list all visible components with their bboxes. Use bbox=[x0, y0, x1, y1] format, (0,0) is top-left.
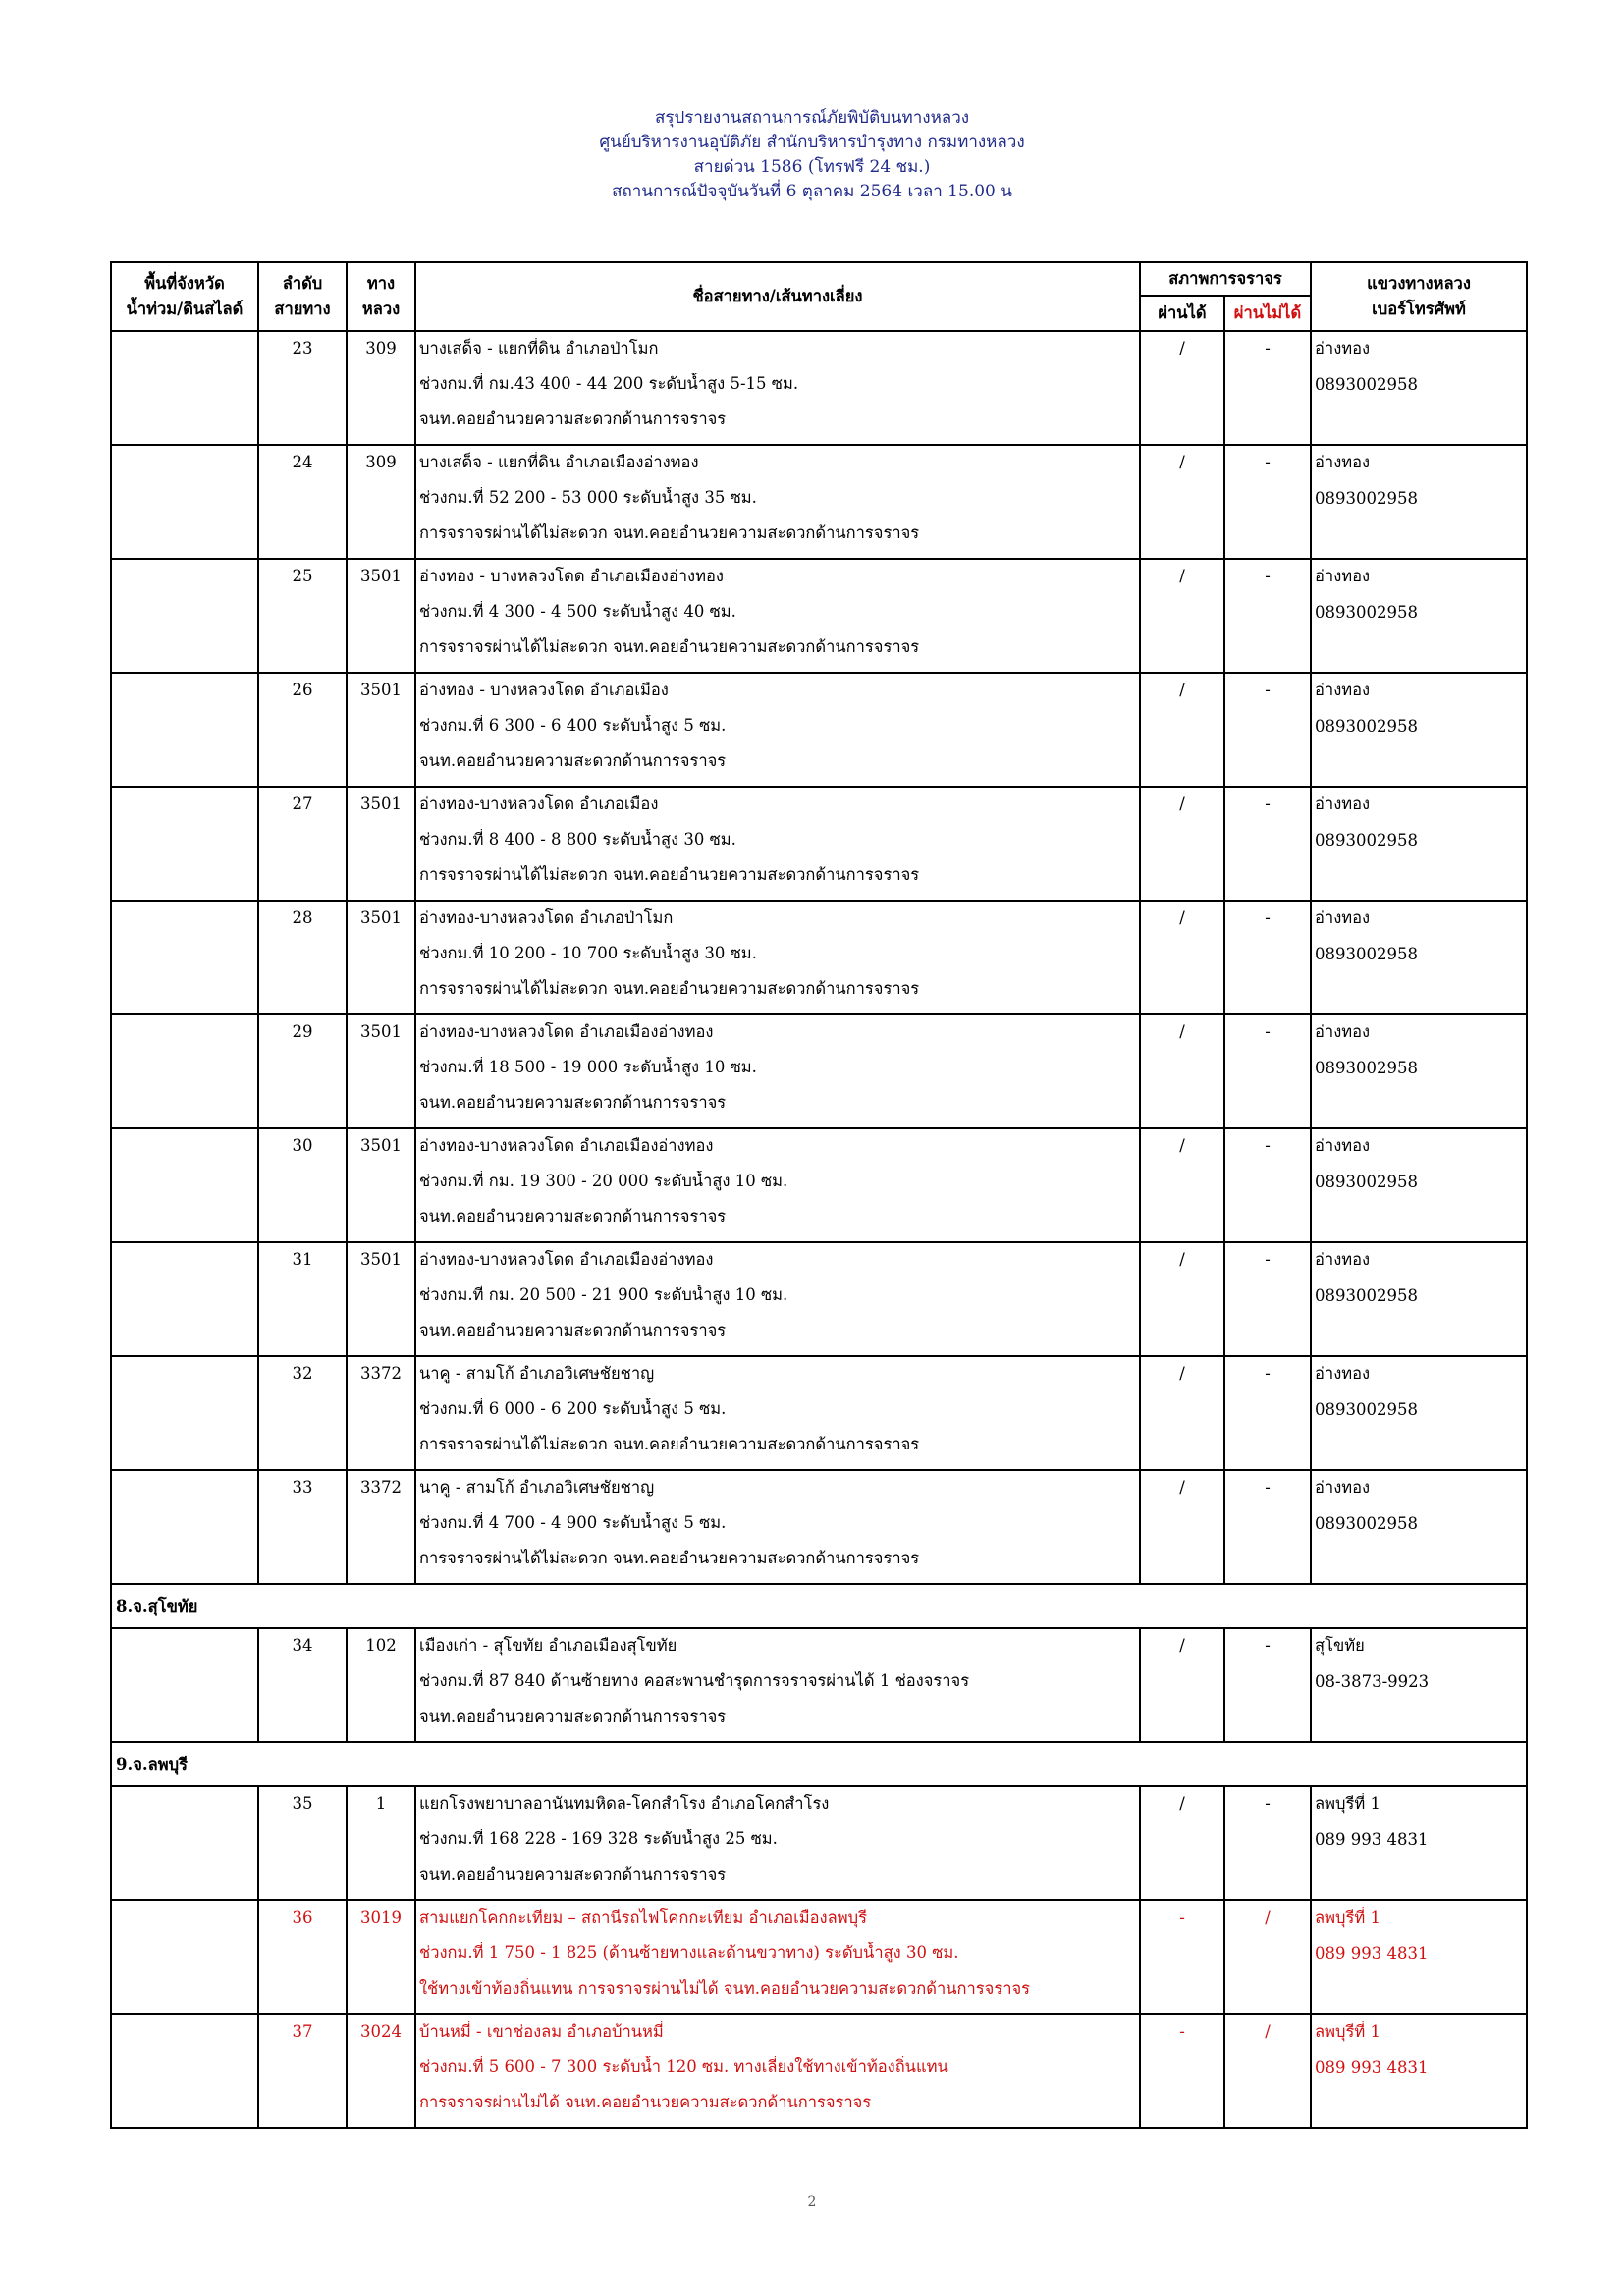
cell-text: - bbox=[1265, 1136, 1271, 1155]
cell-text: / bbox=[1179, 1636, 1185, 1655]
cell-text: 23 bbox=[292, 339, 313, 357]
cell-pass bbox=[1140, 1014, 1224, 1128]
cell-route bbox=[415, 901, 1140, 1014]
cell-pass bbox=[1140, 445, 1224, 559]
cell-text: ช่วงกม.ที่ 18 500 - 19 000 ระดับน้ำสูง 10 ซม. bbox=[419, 1058, 757, 1076]
cell-text: อ่างทอง - บางหลวงโดด อำเภอเมืองอ่างทอง bbox=[419, 567, 724, 585]
cell-text: - bbox=[1265, 567, 1271, 585]
cell-text: ช่วงกม.ที่ 5 600 - 7 300 ระดับน้ำ 120 ซม. ทางเลี่ยงใช้ทางเข้าท้องถิ่นแทน bbox=[419, 2057, 948, 2076]
cell-text: 31 bbox=[292, 1250, 313, 1269]
cell-seq bbox=[258, 331, 347, 445]
report-header bbox=[0, 106, 1624, 204]
cell-road bbox=[347, 1128, 415, 1242]
cell-text: 36 bbox=[292, 1908, 313, 1927]
cell-seq bbox=[258, 901, 347, 1014]
cell-area bbox=[111, 1628, 258, 1742]
cell-nopass bbox=[1224, 1242, 1311, 1356]
table-row bbox=[111, 445, 1527, 559]
cell-text: 102 bbox=[365, 1636, 397, 1655]
cell-route bbox=[415, 1900, 1140, 2014]
cell-text: 24 bbox=[292, 453, 313, 471]
cell-text: / bbox=[1179, 1136, 1185, 1155]
cell-text: - bbox=[1265, 1478, 1271, 1497]
cell-text: สุโขทัย bbox=[1315, 1636, 1365, 1655]
cell-seq bbox=[258, 559, 347, 673]
province-label: 9.จ.ลพบุรี bbox=[111, 1742, 1527, 1786]
cell-office bbox=[1311, 445, 1527, 559]
cell-text: ช่วงกม.ที่ กม. 19 300 - 20 000 ระดับน้ำสูง 10 ซม. bbox=[419, 1172, 788, 1190]
cell-text: จนท.คอยอำนวยความสะดวกด้านการจราจร bbox=[419, 1207, 727, 1226]
cell-area bbox=[111, 559, 258, 673]
cell-area bbox=[111, 673, 258, 787]
cell-text: จนท.คอยอำนวยความสะดวกด้านการจราจร bbox=[419, 1321, 727, 1339]
cell-text: - bbox=[1265, 1794, 1271, 1813]
cell-text: ช่วงกม.ที่ 4 700 - 4 900 ระดับน้ำสูง 5 ซม. bbox=[419, 1513, 727, 1532]
cell-text: ช่วงกม.ที่ กม.43 400 - 44 200 ระดับน้ำสูง 5-15 ซม. bbox=[419, 374, 799, 393]
cell-office bbox=[1311, 901, 1527, 1014]
cell-text: / bbox=[1179, 453, 1185, 471]
table-row bbox=[111, 1128, 1527, 1242]
header-hotline: สายด่วน 1586 (โทรฟรี 24 ชม.) bbox=[693, 157, 931, 177]
cell-office bbox=[1311, 1900, 1527, 2014]
table-row bbox=[111, 787, 1527, 901]
cell-road bbox=[347, 2014, 415, 2128]
cell-seq bbox=[258, 1786, 347, 1900]
cell-text: 0893002958 bbox=[1315, 831, 1418, 849]
cell-nopass bbox=[1224, 1356, 1311, 1470]
cell-text: 32 bbox=[292, 1364, 313, 1383]
cell-area bbox=[111, 787, 258, 901]
cell-area bbox=[111, 1014, 258, 1128]
cell-text: ช่วงกม.ที่ 6 000 - 6 200 ระดับน้ำสูง 5 ซม. bbox=[419, 1399, 727, 1418]
cell-seq bbox=[258, 787, 347, 901]
cell-text: 0893002958 bbox=[1315, 1059, 1418, 1077]
header-title: สรุปรายงานสถานการณ์ภัยพิบัติบนทางหลวง bbox=[654, 108, 970, 128]
cell-nopass bbox=[1224, 787, 1311, 901]
cell-office bbox=[1311, 1628, 1527, 1742]
cell-office bbox=[1311, 1014, 1527, 1128]
cell-text: - bbox=[1265, 1022, 1271, 1041]
cell-road bbox=[347, 1786, 415, 1900]
province-row bbox=[111, 1742, 1527, 1786]
cell-route bbox=[415, 673, 1140, 787]
cell-text: 0893002958 bbox=[1315, 1400, 1418, 1419]
cell-text: 0893002958 bbox=[1315, 1286, 1418, 1305]
cell-text: - bbox=[1179, 2022, 1185, 2041]
cell-pass bbox=[1140, 1470, 1224, 1584]
cell-pass bbox=[1140, 1356, 1224, 1470]
cell-text: 089 993 4831 bbox=[1315, 1944, 1429, 1963]
cell-text: ช่วงกม.ที่ 1 750 - 1 825 (ด้านซ้ายทางและด้านขวาทาง) ระดับน้ำสูง 30 ซม. bbox=[419, 1943, 959, 1962]
cell-area bbox=[111, 1242, 258, 1356]
cell-nopass bbox=[1224, 1128, 1311, 1242]
cell-text: 309 bbox=[365, 453, 397, 471]
cell-text: 0893002958 bbox=[1315, 489, 1418, 508]
col-nopass: ผ่านไม่ได้ bbox=[1224, 296, 1311, 331]
province-label: 8.จ.สุโขทัย bbox=[111, 1584, 1527, 1628]
cell-text: / bbox=[1179, 1250, 1185, 1269]
cell-text: อ่างทอง bbox=[1315, 1022, 1371, 1041]
cell-text: การจราจรผ่านไม่ได้ จนท.คอยอำนวยความสะดวกด้านการจราจร bbox=[419, 2093, 872, 2111]
cell-seq bbox=[258, 673, 347, 787]
cell-seq bbox=[258, 1356, 347, 1470]
cell-road bbox=[347, 331, 415, 445]
cell-text: - bbox=[1179, 1908, 1185, 1927]
cell-office bbox=[1311, 1242, 1527, 1356]
cell-text: อ่างทอง-บางหลวงโดด อำเภอเมืองอ่างทอง bbox=[419, 1136, 714, 1155]
page-number: 2 bbox=[807, 2194, 817, 2210]
cell-road bbox=[347, 901, 415, 1014]
cell-road bbox=[347, 1900, 415, 2014]
cell-route bbox=[415, 2014, 1140, 2128]
cell-text: 28 bbox=[292, 908, 313, 927]
cell-nopass bbox=[1224, 331, 1311, 445]
cell-pass bbox=[1140, 1128, 1224, 1242]
cell-nopass bbox=[1224, 673, 1311, 787]
cell-text: 0893002958 bbox=[1315, 1173, 1418, 1191]
cell-text: 3372 bbox=[360, 1478, 402, 1497]
cell-text: จนท.คอยอำนวยความสะดวกด้านการจราจร bbox=[419, 1707, 727, 1725]
cell-text: - bbox=[1265, 453, 1271, 471]
cell-text: สามแยกโคกกะเทียม – สถานีรถไฟโคกกะเทียม อำเภอเมืองลพบุรี bbox=[419, 1908, 867, 1927]
table-row bbox=[111, 1786, 1527, 1900]
cell-route bbox=[415, 1242, 1140, 1356]
cell-area bbox=[111, 1900, 258, 2014]
cell-text: อ่างทอง - บางหลวงโดด อำเภอเมือง bbox=[419, 681, 669, 699]
cell-text: / bbox=[1179, 1478, 1185, 1497]
cell-text: อ่างทอง bbox=[1315, 567, 1371, 585]
col-area: พื้นที่จังหวัด น้ำท่วม/ดินสไลด์ bbox=[111, 262, 258, 331]
cell-text: การจราจรผ่านได้ไม่สะดวก จนท.คอยอำนวยความสะดวกด้านการจราจร bbox=[419, 1549, 920, 1567]
cell-text: - bbox=[1265, 681, 1271, 699]
cell-text: บ้านหมี่ - เขาช่องลม อำเภอบ้านหมี่ bbox=[419, 2022, 664, 2041]
cell-pass bbox=[1140, 2014, 1224, 2128]
cell-pass bbox=[1140, 1786, 1224, 1900]
cell-text: อ่างทอง bbox=[1315, 453, 1371, 471]
cell-pass bbox=[1140, 1242, 1224, 1356]
cell-text: 3501 bbox=[360, 567, 402, 585]
cell-office bbox=[1311, 1128, 1527, 1242]
cell-text: จนท.คอยอำนวยความสะดวกด้านการจราจร bbox=[419, 1093, 727, 1112]
header-agency: ศูนย์บริหารงานอุบัติภัย สำนักบริหารบำรุงทาง กรมทางหลวง bbox=[599, 133, 1025, 152]
cell-text: อ่างทอง bbox=[1315, 1478, 1371, 1497]
cell-area bbox=[111, 1786, 258, 1900]
cell-text: อ่างทอง bbox=[1315, 1364, 1371, 1383]
cell-text: 089 993 4831 bbox=[1315, 2058, 1429, 2077]
cell-road bbox=[347, 673, 415, 787]
cell-area bbox=[111, 445, 258, 559]
cell-route bbox=[415, 1014, 1140, 1128]
cell-text: นาคู - สามโก้ อำเภอวิเศษชัยชาญ bbox=[419, 1364, 655, 1383]
cell-area bbox=[111, 331, 258, 445]
cell-text: ช่วงกม.ที่ 87 840 ด้านซ้ายทาง คอสะพานชำรุดการจราจรผ่านได้ 1 ช่องจราจร bbox=[419, 1671, 970, 1690]
cell-text: 0893002958 bbox=[1315, 375, 1418, 394]
cell-text: 37 bbox=[292, 2022, 313, 2041]
cell-text: เมืองเก่า - สุโขทัย อำเภอเมืองสุโขทัย bbox=[419, 1636, 677, 1655]
cell-text: ช่วงกม.ที่ 6 300 - 6 400 ระดับน้ำสูง 5 ซม. bbox=[419, 716, 727, 735]
cell-text: อ่างทอง bbox=[1315, 1250, 1371, 1269]
cell-seq bbox=[258, 1470, 347, 1584]
cell-text: อ่างทอง bbox=[1315, 908, 1371, 927]
cell-text: ช่วงกม.ที่ 168 228 - 169 328 ระดับน้ำสูง 25 ซม. bbox=[419, 1830, 778, 1848]
cell-text: ช่วงกม.ที่ 4 300 - 4 500 ระดับน้ำสูง 40 ซม. bbox=[419, 602, 736, 621]
cell-text: / bbox=[1265, 1908, 1271, 1927]
cell-pass bbox=[1140, 901, 1224, 1014]
cell-text: 0893002958 bbox=[1315, 603, 1418, 622]
cell-text: อ่างทอง bbox=[1315, 1136, 1371, 1155]
cell-pass bbox=[1140, 559, 1224, 673]
cell-seq bbox=[258, 1128, 347, 1242]
cell-text: การจราจรผ่านได้ไม่สะดวก จนท.คอยอำนวยความสะดวกด้านการจราจร bbox=[419, 979, 920, 998]
table-row bbox=[111, 1628, 1527, 1742]
cell-text: 25 bbox=[292, 567, 313, 585]
cell-text: / bbox=[1179, 1364, 1185, 1383]
cell-text: ช่วงกม.ที่ 8 400 - 8 800 ระดับน้ำสูง 30 ซม. bbox=[419, 830, 736, 848]
cell-area bbox=[111, 901, 258, 1014]
cell-text: การจราจรผ่านได้ไม่สะดวก จนท.คอยอำนวยความสะดวกด้านการจราจร bbox=[419, 637, 920, 656]
col-office: แขวงทางหลวง เบอร์โทรศัพท์ bbox=[1311, 262, 1527, 331]
cell-text: 3501 bbox=[360, 1250, 402, 1269]
cell-route bbox=[415, 1356, 1140, 1470]
road-status-table bbox=[110, 261, 1528, 2129]
cell-pass bbox=[1140, 787, 1224, 901]
cell-seq bbox=[258, 1628, 347, 1742]
cell-road bbox=[347, 1356, 415, 1470]
cell-seq bbox=[258, 1014, 347, 1128]
table-row bbox=[111, 1356, 1527, 1470]
cell-text: 29 bbox=[292, 1022, 313, 1041]
cell-text: ช่วงกม.ที่ กม. 20 500 - 21 900 ระดับน้ำสูง 10 ซม. bbox=[419, 1285, 788, 1304]
cell-pass bbox=[1140, 1628, 1224, 1742]
cell-text: / bbox=[1179, 1022, 1185, 1041]
cell-text: การจราจรผ่านได้ไม่สะดวก จนท.คอยอำนวยความสะดวกด้านการจราจร bbox=[419, 523, 920, 542]
cell-road bbox=[347, 1470, 415, 1584]
cell-road bbox=[347, 559, 415, 673]
cell-office bbox=[1311, 331, 1527, 445]
cell-text: 3501 bbox=[360, 1136, 402, 1155]
cell-pass bbox=[1140, 1900, 1224, 2014]
cell-route bbox=[415, 1786, 1140, 1900]
cell-text: บางเสด็จ - แยกที่ดิน อำเภอป่าโมก bbox=[419, 339, 659, 357]
cell-text: 30 bbox=[292, 1136, 313, 1155]
cell-nopass bbox=[1224, 901, 1311, 1014]
cell-text: จนท.คอยอำนวยความสะดวกด้านการจราจร bbox=[419, 410, 727, 428]
cell-text: 3372 bbox=[360, 1364, 402, 1383]
cell-text: อ่างทอง-บางหลวงโดด อำเภอเมือง bbox=[419, 794, 659, 813]
cell-text: - bbox=[1265, 908, 1271, 927]
cell-area bbox=[111, 2014, 258, 2128]
cell-text: 1 bbox=[375, 1794, 387, 1813]
cell-area bbox=[111, 1128, 258, 1242]
col-name: ชื่อสายทาง/เส้นทางเลี่ยง bbox=[415, 262, 1140, 331]
cell-text: 3501 bbox=[360, 1022, 402, 1041]
cell-text: / bbox=[1179, 1794, 1185, 1813]
table-row bbox=[111, 331, 1527, 445]
cell-text: 35 bbox=[292, 1794, 313, 1813]
province-row bbox=[111, 1584, 1527, 1628]
cell-office bbox=[1311, 1470, 1527, 1584]
table-row bbox=[111, 2014, 1527, 2128]
cell-text: - bbox=[1265, 1250, 1271, 1269]
cell-nopass bbox=[1224, 1900, 1311, 2014]
cell-text: ใช้ทางเข้าท้องถิ่นแทน การจราจรผ่านไม่ได้ จนท.คอยอำนวยความสะดวกด้านการจราจร bbox=[419, 1979, 1030, 1997]
cell-route bbox=[415, 559, 1140, 673]
cell-road bbox=[347, 1014, 415, 1128]
cell-text: 089 993 4831 bbox=[1315, 1831, 1429, 1849]
table-row bbox=[111, 559, 1527, 673]
col-status: สภาพการจราจร bbox=[1140, 262, 1311, 296]
cell-text: - bbox=[1265, 1364, 1271, 1383]
cell-road bbox=[347, 787, 415, 901]
table-row bbox=[111, 901, 1527, 1014]
cell-text: 3024 bbox=[360, 2022, 402, 2041]
cell-text: อ่างทอง bbox=[1315, 339, 1371, 357]
cell-nopass bbox=[1224, 1014, 1311, 1128]
cell-text: อ่างทอง-บางหลวงโดด อำเภอเมืองอ่างทอง bbox=[419, 1022, 714, 1041]
cell-office bbox=[1311, 673, 1527, 787]
cell-nopass bbox=[1224, 2014, 1311, 2128]
cell-text: 3501 bbox=[360, 794, 402, 813]
header-date: สถานการณ์ปัจจุบันวันที่ 6 ตุลาคม 2564 เวลา 15.00 น bbox=[612, 182, 1012, 201]
cell-text: ลพบุรีที่ 1 bbox=[1315, 1908, 1380, 1927]
cell-text: นาคู - สามโก้ อำเภอวิเศษชัยชาญ bbox=[419, 1478, 655, 1497]
cell-text: บางเสด็จ - แยกที่ดิน อำเภอเมืองอ่างทอง bbox=[419, 453, 699, 471]
cell-route bbox=[415, 445, 1140, 559]
cell-area bbox=[111, 1356, 258, 1470]
cell-pass bbox=[1140, 331, 1224, 445]
cell-text: - bbox=[1265, 1636, 1271, 1655]
cell-text: ช่วงกม.ที่ 10 200 - 10 700 ระดับน้ำสูง 30 ซม. bbox=[419, 944, 757, 962]
cell-office bbox=[1311, 2014, 1527, 2128]
cell-text: อ่างทอง bbox=[1315, 681, 1371, 699]
cell-text: 3501 bbox=[360, 908, 402, 927]
cell-text: 0893002958 bbox=[1315, 1514, 1418, 1533]
cell-text: / bbox=[1179, 908, 1185, 927]
cell-text: จนท.คอยอำนวยความสะดวกด้านการจราจร bbox=[419, 1865, 727, 1884]
cell-nopass bbox=[1224, 1628, 1311, 1742]
cell-nopass bbox=[1224, 445, 1311, 559]
cell-text: การจราจรผ่านได้ไม่สะดวก จนท.คอยอำนวยความสะดวกด้านการจราจร bbox=[419, 865, 920, 884]
cell-text: 3501 bbox=[360, 681, 402, 699]
cell-text: 08-3873-9923 bbox=[1315, 1672, 1430, 1691]
cell-seq bbox=[258, 1242, 347, 1356]
table-row bbox=[111, 1900, 1527, 2014]
cell-nopass bbox=[1224, 1786, 1311, 1900]
table-row bbox=[111, 1470, 1527, 1584]
cell-route bbox=[415, 787, 1140, 901]
cell-text: / bbox=[1265, 2022, 1271, 2041]
table-row bbox=[111, 673, 1527, 787]
cell-road bbox=[347, 1628, 415, 1742]
cell-text: 3019 bbox=[360, 1908, 402, 1927]
cell-text: / bbox=[1179, 567, 1185, 585]
cell-office bbox=[1311, 1356, 1527, 1470]
cell-road bbox=[347, 1242, 415, 1356]
cell-text: การจราจรผ่านได้ไม่สะดวก จนท.คอยอำนวยความสะดวกด้านการจราจร bbox=[419, 1435, 920, 1453]
cell-office bbox=[1311, 787, 1527, 901]
cell-text: ช่วงกม.ที่ 52 200 - 53 000 ระดับน้ำสูง 35 ซม. bbox=[419, 488, 757, 507]
cell-text: 0893002958 bbox=[1315, 945, 1418, 963]
cell-text: 33 bbox=[292, 1478, 313, 1497]
cell-route bbox=[415, 1470, 1140, 1584]
col-road: ทาง หลวง bbox=[347, 262, 415, 331]
cell-text: จนท.คอยอำนวยความสะดวกด้านการจราจร bbox=[419, 751, 727, 770]
cell-text: อ่างทอง-บางหลวงโดด อำเภอเมืองอ่างทอง bbox=[419, 1250, 714, 1269]
cell-area bbox=[111, 1470, 258, 1584]
cell-text: 309 bbox=[365, 339, 397, 357]
cell-text: ลพบุรีที่ 1 bbox=[1315, 1794, 1380, 1813]
col-seq: ลำดับ สายทาง bbox=[258, 262, 347, 331]
cell-text: 27 bbox=[292, 794, 313, 813]
cell-seq bbox=[258, 2014, 347, 2128]
cell-text: - bbox=[1265, 339, 1271, 357]
cell-route bbox=[415, 1628, 1140, 1742]
cell-route bbox=[415, 331, 1140, 445]
cell-nopass bbox=[1224, 1470, 1311, 1584]
cell-text: / bbox=[1179, 794, 1185, 813]
cell-office bbox=[1311, 1786, 1527, 1900]
cell-text: 0893002958 bbox=[1315, 717, 1418, 736]
cell-text: / bbox=[1179, 339, 1185, 357]
cell-text: 34 bbox=[292, 1636, 313, 1655]
col-pass: ผ่านได้ bbox=[1140, 296, 1224, 331]
cell-text: / bbox=[1179, 681, 1185, 699]
cell-road bbox=[347, 445, 415, 559]
cell-pass bbox=[1140, 673, 1224, 787]
table-row bbox=[111, 1242, 1527, 1356]
cell-text: อ่างทอง bbox=[1315, 794, 1371, 813]
cell-text: ลพบุรีที่ 1 bbox=[1315, 2022, 1380, 2041]
cell-office bbox=[1311, 559, 1527, 673]
cell-text: อ่างทอง-บางหลวงโดด อำเภอป่าโมก bbox=[419, 908, 674, 927]
cell-seq bbox=[258, 445, 347, 559]
cell-text: - bbox=[1265, 794, 1271, 813]
cell-seq bbox=[258, 1900, 347, 2014]
cell-text: 26 bbox=[292, 681, 313, 699]
table-row bbox=[111, 1014, 1527, 1128]
cell-nopass bbox=[1224, 559, 1311, 673]
cell-text: แยกโรงพยาบาลอานันทมหิดล-โคกสำโรง อำเภอโคกสำโรง bbox=[419, 1794, 830, 1813]
cell-route bbox=[415, 1128, 1140, 1242]
